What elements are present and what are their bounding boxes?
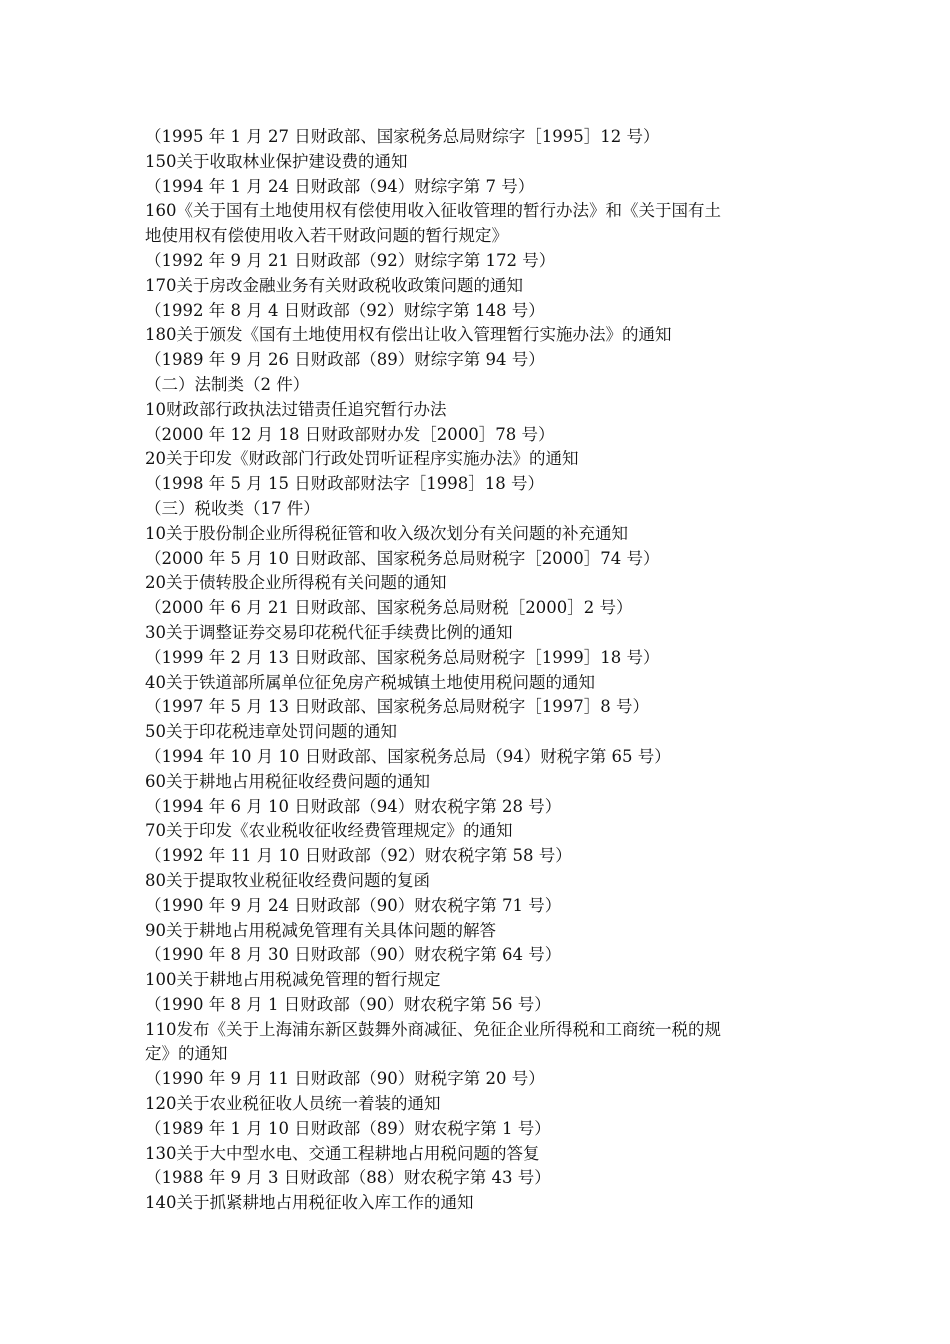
text-line: 10关于股份制企业所得税征管和收入级次划分有关问题的补充通知 (145, 523, 628, 543)
text-line: （2000 年 12 月 18 日财政部财办发［2000］78 号） (145, 424, 555, 444)
text-line: 80关于提取牧业税征收经费问题的复函 (145, 870, 430, 890)
section-heading: （二）法制类（2 件） (145, 374, 310, 394)
text-line: （1998 年 5 月 15 日财政部财法字［1998］18 号） (145, 474, 544, 494)
text-line: 170关于房改金融业务有关财政税收政策问题的通知 (145, 275, 523, 295)
text-line: 40关于铁道部所属单位征免房产税城镇土地使用税问题的通知 (145, 672, 595, 692)
text-line: （1989 年 9 月 26 日财政部（89）财综字第 94 号） (145, 350, 545, 370)
document-body (145, 125, 825, 1216)
text-line: 130关于大中型水电、交通工程耕地占用税问题的答复 (145, 1143, 540, 1163)
text-line: （2000 年 5 月 10 日财政部、国家税务总局财税字［2000］74 号） (145, 548, 660, 568)
text-line: 10财政部行政执法过错责任追究暂行办法 (145, 399, 447, 419)
section-heading: （三）税收类（17 件） (145, 498, 320, 518)
text-line: 地使用权有偿使用收入若干财政问题的暂行规定》 (145, 226, 508, 246)
text-line: （1990 年 9 月 11 日财政部（90）财税字第 20 号） (145, 1069, 545, 1089)
text-line: （1990 年 9 月 24 日财政部（90）财农税字第 71 号） (145, 895, 562, 915)
text-line: （1999 年 2 月 13 日财政部、国家税务总局财税字［1999］18 号） (145, 647, 660, 667)
text-line: 100关于耕地占用税减免管理的暂行规定 (145, 970, 441, 990)
text-line: 150关于收取林业保护建设费的通知 (145, 151, 408, 171)
text-line: （1997 年 5 月 13 日财政部、国家税务总局财税字［1997］8 号） (145, 697, 649, 717)
text-line: （1995 年 1 月 27 日财政部、国家税务总局财综字［1995］12 号） (145, 127, 660, 146)
text-line: （1994 年 6 月 10 日财政部（94）财农税字第 28 号） (145, 796, 562, 816)
text-line: （1992 年 8 月 4 日财政部（92）财综字第 148 号） (145, 300, 545, 320)
text-line: 120关于农业税征收人员统一着装的通知 (145, 1094, 441, 1114)
text-line: 140关于抓紧耕地占用税征收入库工作的通知 (145, 1193, 474, 1213)
text-line: 160《关于国有土地使用权有偿使用收入征收管理的暂行办法》和《关于国有土 (145, 201, 721, 221)
text-line: （1992 年 11 月 10 日财政部（92）财农税字第 58 号） (145, 846, 572, 866)
text-line: （1989 年 1 月 10 日财政部（89）财农税字第 1 号） (145, 1118, 551, 1138)
text-line: 50关于印花税违章处罚问题的通知 (145, 722, 397, 742)
text-line: 30关于调整证券交易印花税代征手续费比例的通知 (145, 622, 513, 642)
text-line: 60关于耕地占用税征收经费问题的通知 (145, 771, 430, 791)
text-line: （1990 年 8 月 1 日财政部（90）财农税字第 56 号） (145, 994, 551, 1014)
text-line: （1988 年 9 月 3 日财政部（88）财农税字第 43 号） (145, 1168, 551, 1188)
text-line: 20关于印发《财政部门行政处罚听证程序实施办法》的通知 (145, 449, 579, 469)
text-line: （1990 年 8 月 30 日财政部（90）财农税字第 64 号） (145, 945, 562, 965)
text-line: 定》的通知 (145, 1044, 228, 1064)
text-line: 20关于债转股企业所得税有关问题的通知 (145, 573, 447, 593)
text-line: （1994 年 1 月 24 日财政部（94）财综字第 7 号） (145, 176, 535, 196)
text-line: （1994 年 10 月 10 日财政部、国家税务总局（94）财税字第 65 号） (145, 746, 671, 766)
text-line: 110发布《关于上海浦东新区鼓舞外商减征、免征企业所得税和工商统一税的规 (145, 1019, 721, 1039)
text-line: 180关于颁发《国有土地使用权有偿出让收入管理暂行实施办法》的通知 (145, 325, 672, 345)
text-line: （1992 年 9 月 21 日财政部（92）财综字第 172 号） (145, 250, 556, 270)
text-line: （2000 年 6 月 21 日财政部、国家税务总局财税［2000］2 号） (145, 598, 633, 618)
text-line: 90关于耕地占用税减免管理有关具体问题的解答 (145, 920, 496, 940)
text-line: 70关于印发《农业税收征收经费管理规定》的通知 (145, 821, 513, 841)
